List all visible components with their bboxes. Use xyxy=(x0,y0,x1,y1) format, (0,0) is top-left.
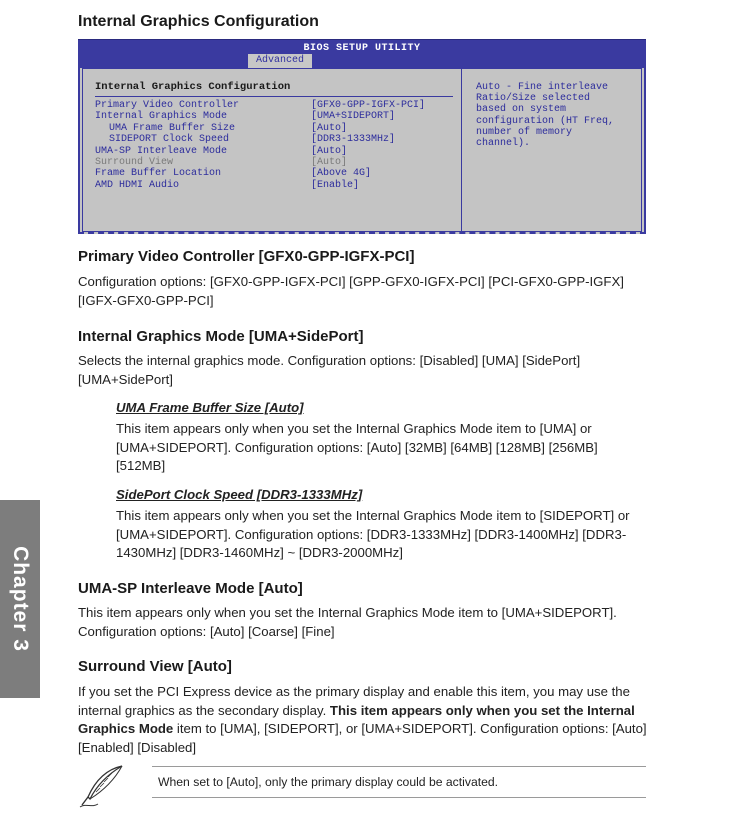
chapter-tab-label: Chapter 3 xyxy=(9,546,32,652)
bios-section-title: Internal Graphics Configuration xyxy=(95,81,291,93)
bios-screenshot xyxy=(78,39,646,234)
bios-item-label: Internal Graphics Mode xyxy=(95,111,228,123)
bios-titlebar xyxy=(78,39,646,68)
bios-item-sideport-clock-speed[interactable] xyxy=(95,134,457,145)
bios-item-value: [Auto] xyxy=(311,145,348,157)
section-title-internal-graphics-mode: Internal Graphics Mode [UMA+SidePort] xyxy=(78,328,364,345)
bios-item-uma-sp-interleave-mode[interactable] xyxy=(95,146,457,157)
bios-item-label: Surround View xyxy=(95,156,174,168)
bios-item-amd-hdmi-audio[interactable] xyxy=(95,180,457,191)
bios-settings-panel xyxy=(82,68,462,232)
bios-item-value: [UMA+SIDEPORT] xyxy=(311,111,396,123)
bios-divider xyxy=(95,96,453,97)
subsection-title-sideport-clock-speed: SidePort Clock Speed [DDR3-1333MHz] xyxy=(116,487,363,502)
section-title-uma-sp-interleave-mode: UMA-SP Interleave Mode [Auto] xyxy=(78,580,303,597)
bios-item-uma-frame-buffer-size[interactable] xyxy=(95,123,457,134)
quill-pen-icon xyxy=(78,763,126,809)
bios-item-label: UMA-SP Interleave Mode xyxy=(95,145,228,157)
bios-help-text: Auto - Fine interleave Ratio/Size selected based on system configuration (HT Freq, number of memory channel). xyxy=(476,82,615,150)
bios-item-value: [Above 4G] xyxy=(311,168,372,180)
bios-item-label: Frame Buffer Location xyxy=(95,168,222,180)
bios-item-label: AMD HDMI Audio xyxy=(95,179,180,191)
bios-item-surround-view xyxy=(95,157,457,168)
subsection-title-uma-frame-buffer-size: UMA Frame Buffer Size [Auto] xyxy=(116,400,304,415)
bios-item-value: [Auto] xyxy=(311,156,348,168)
bios-title: BIOS SETUP UTILITY xyxy=(303,43,421,54)
bios-item-value: [DDR3-1333MHz] xyxy=(311,134,396,146)
bios-help-panel xyxy=(461,68,642,232)
bios-item-label: UMA Frame Buffer Size xyxy=(109,122,236,134)
surround-view-text-options: item to [UMA], [SIDEPORT], or [UMA+SIDEPORT]. Configuration options: [Auto] [Enabled] [Disabled] xyxy=(78,721,647,755)
subsection-text-uma-frame-buffer-size: This item appears only when you set the Internal Graphics Mode item to [UMA] or [UMA+SIDEPORT]. Configuration options: [Auto] [32MB] [64MB] [128MB] [256MB] [512MB] xyxy=(116,421,598,473)
note-divider-top xyxy=(152,766,646,767)
bios-body xyxy=(78,68,646,234)
section-text-internal-graphics-mode: Selects the internal graphics mode. Configuration options: [Disabled] [UMA] [SidePort] [UMA+SidePort] xyxy=(78,353,581,387)
bios-item-internal-graphics-mode[interactable] xyxy=(95,111,457,122)
bios-item-value: [GFX0-GPP-IGFX-PCI] xyxy=(311,100,426,111)
bios-item-label: Primary Video Controller xyxy=(95,100,240,111)
bios-item-value: [Enable] xyxy=(311,179,360,191)
surround-view-text-bold: This item appears only when you set the Internal Graphics Mode xyxy=(78,702,635,736)
section-text-primary-video-controller: Configuration options: [GFX0-GPP-IGFX-PCI] [GPP-GFX0-IGFX-PCI] [PCI-GFX0-GPP-IGFX] [IGFX-GFX0-GPP-PCI] xyxy=(78,274,624,308)
bios-item-label: SIDEPORT Clock Speed xyxy=(109,134,230,146)
chapter-tab xyxy=(0,500,40,698)
note-text: When set to [Auto], only the primary display could be activated. xyxy=(158,775,499,789)
bios-item-value: [Auto] xyxy=(311,122,348,134)
bios-item-primary-video-controller[interactable] xyxy=(95,100,457,111)
bios-item-frame-buffer-location[interactable] xyxy=(95,168,457,179)
page-heading: Internal Graphics Configuration xyxy=(78,13,319,30)
section-text-uma-sp-interleave-mode: This item appears only when you set the Internal Graphics Mode item to [UMA+SIDEPORT]. Configuration options: [Auto] [Coarse] [Fine] xyxy=(78,605,617,639)
note-divider-bottom xyxy=(152,797,646,798)
bios-tab-advanced[interactable]: Advanced xyxy=(248,54,312,68)
section-title-primary-video-controller: Primary Video Controller [GFX0-GPP-IGFX-PCI] xyxy=(78,248,415,265)
section-title-surround-view: Surround View [Auto] xyxy=(78,658,232,675)
section-text-surround-view xyxy=(78,683,648,757)
surround-view-text-intro: If you set the PCI Express device as the primary display and enable this item, you may use the internal graphics as the secondary display. xyxy=(78,684,630,718)
subsection-text-sideport-clock-speed: This item appears only when you set the Internal Graphics Mode item to [SIDEPORT] or [UMA+SIDEPORT]. Configuration options: [DDR3-1333MHz] [DDR3-1400MHz] [DDR3-1430MHz] [DDR3-1460MHz] ~ [DDR3-2000MHz] xyxy=(116,508,630,560)
